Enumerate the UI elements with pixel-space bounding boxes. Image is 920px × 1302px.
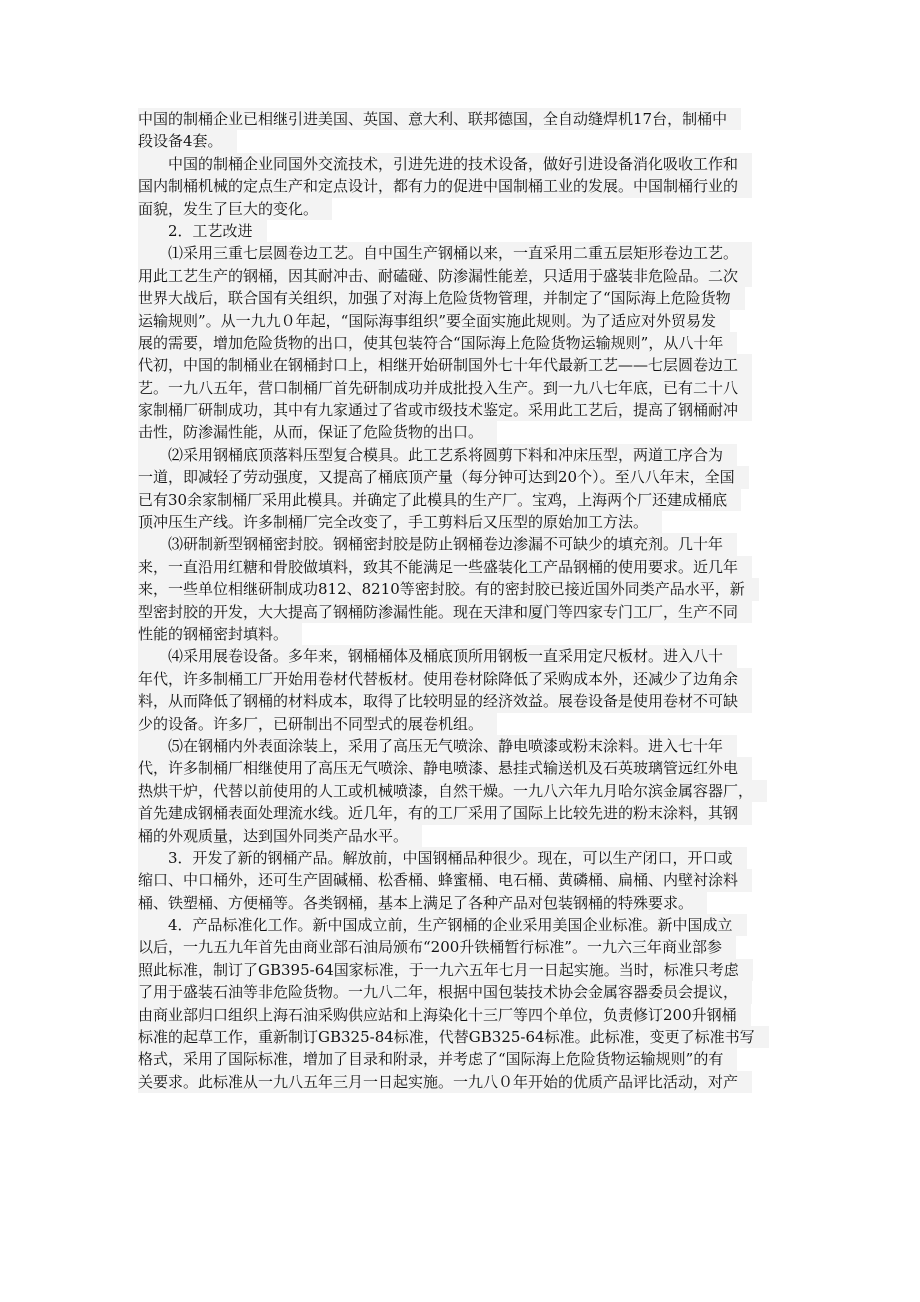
- text-line-content: ⑸在钢桶内外表面涂装上，采用了高压无气喷涂、静电喷漆或粉末涂料。进入七十年: [138, 735, 737, 757]
- text-line-content: 型密封胶的开发，大大提高了钢桶防渗漏性能。现在天津和厦门等四家专门工厂，生产不同: [138, 601, 752, 623]
- text-line: [138, 668, 798, 690]
- text-line: [138, 847, 798, 869]
- text-line: [138, 332, 798, 354]
- text-line-content: 中国的制桶企业已相继引进美国、英国、意大利、联邦德国，全自动缝焊机17台，制桶中: [138, 108, 741, 130]
- text-line: [138, 690, 798, 712]
- text-line-content: 4．产品标准化工作。新中国成立前，生产钢桶的企业采用美国企业标准。新中国成立: [138, 914, 747, 936]
- text-line: [138, 780, 798, 802]
- text-line-content: 一道，即减轻了劳动强度，又提高了桶底顶产量（每分钟可达到20个）。至八八年末，全国: [138, 466, 749, 488]
- text-line: [138, 354, 798, 376]
- text-line-content: 国内制桶机械的定点生产和定点设计，都有力的促进中国制桶工业的发展。中国制桶行业的: [138, 175, 752, 197]
- text-line: [138, 310, 798, 332]
- text-line: [138, 511, 798, 533]
- text-line: [138, 825, 798, 847]
- text-line: [138, 713, 798, 735]
- text-line-content: 由商业部归口组织上海石油采购供应站和上海染化十三厂等四个单位，负责修订200升钢桶: [138, 1004, 751, 1026]
- text-line-content: ⑵采用钢桶底顶落料压型复合模具。此工艺系将圆剪下料和冲床压型，两道工序合为: [138, 444, 737, 466]
- text-line-content: 运输规则”。从一九九０年起，“国际海事组织”要全面实施此规则。为了适应对外贸易发: [138, 310, 730, 332]
- text-line-content: 已有30余家制桶厂采用此模具。并确定了此模具的生产厂。宝鸡，上海两个厂还建成桶底: [138, 489, 741, 511]
- text-line: [138, 466, 798, 488]
- text-line: [138, 869, 798, 891]
- text-line: [138, 377, 798, 399]
- text-line: [138, 914, 798, 936]
- text-line-content: 代初，中国的制桶业在钢桶封口上，相继开始研制国外七十年代最新工艺——七层圆卷边工: [138, 354, 752, 376]
- text-line-content: ⑴采用三重七层圆卷边工艺。自中国生产钢桶以来，一直采用二重五层矩形卷边工艺。: [138, 242, 752, 264]
- text-line: [138, 242, 798, 264]
- text-line: [138, 1071, 798, 1093]
- text-line-content: 展的需要，增加危险货物的出口，使其包装符合“国际海上危险货物运输规则”，从八十年: [138, 332, 737, 354]
- text-line: [138, 153, 798, 175]
- text-line-content: 关要求。此标准从一九八五年三月一日起实施。一九八０年开始的优质产品评比活动，对产: [138, 1071, 752, 1093]
- text-line-content: 面貌，发生了巨大的变化。: [138, 198, 332, 220]
- text-line: [138, 421, 798, 443]
- text-line-content: 击性，防渗漏性能，从而，保证了危险货物的出口。: [138, 421, 497, 443]
- text-line-content: 3．开发了新的钢桶产品。解放前，中国钢桶品种很少。现在，可以生产闭口，开口或: [138, 847, 747, 869]
- text-line: [138, 130, 798, 152]
- text-line-content: 2．工艺改进: [138, 220, 267, 242]
- text-line: [138, 265, 798, 287]
- text-line-content: 艺。一九八五年，营口制桶厂首先研制成功并成批投入生产。到一九八七年底，已有二十八: [138, 377, 752, 399]
- document-body: [138, 108, 798, 1093]
- text-line: [138, 601, 798, 623]
- text-line-content: 顶冲压生产线。许多制桶厂完全改变了，手工剪料后又压型的原始加工方法。: [138, 511, 662, 533]
- text-line-content: 用此工艺生产的钢桶，因其耐冲击、耐磕碰、防渗漏性能差，只适用于盛装非危险品。二次: [138, 265, 752, 287]
- text-line: [138, 556, 798, 578]
- text-line: [138, 936, 798, 958]
- text-line: [138, 1004, 798, 1026]
- text-line-content: 世界大战后，联合国有关组织，加强了对海上危险货物管理，并制定了“国际海上危险货物: [138, 287, 745, 309]
- text-line: [138, 108, 798, 130]
- text-line-content: 来，一些单位相继研制成功812、8210等密封胶。有的密封胶已接近国外同类产品水平，新: [138, 578, 759, 600]
- text-line: [138, 802, 798, 824]
- text-line-content: 桶、铁塑桶、方便桶等。各类钢桶，基本上满足了各种产品对包装钢桶的特殊要求。: [138, 892, 707, 914]
- text-line: [138, 959, 798, 981]
- text-line: [138, 198, 798, 220]
- text-line: [138, 892, 798, 914]
- text-line-content: 年代，许多制桶工厂开始用卷材代替板材。使用卷材除降低了采购成本外，还减少了边角余: [138, 668, 752, 690]
- text-line-content: 段设备4套。: [138, 130, 237, 152]
- text-line-content: 缩口、中口桶外，还可生产固碱桶、松香桶、蜂蜜桶、电石桶、黄磷桶、扁桶、内壁衬涂料: [138, 869, 752, 891]
- text-line-content: 中国的制桶企业同国外交流技术，引进先进的技术设备，做好引进设备消化吸收工作和: [138, 153, 752, 175]
- text-line-content: 代，许多制桶厂相继使用了高压无气喷涂、静电喷漆、悬挂式输送机及石英玻璃管远红外电: [138, 757, 752, 779]
- text-line-content: 料，从而降低了钢桶的材料成本，取得了比较明显的经济效益。展卷设备是使用卷材不可缺: [138, 690, 752, 712]
- text-line-content: 首先建成钢桶表面处理流水线。近几年，有的工厂采用了国际上比较先进的粉末涂料，其钢: [138, 802, 752, 824]
- text-line-content: 格式，采用了国际标准，增加了目录和附录，并考虑了“国际海上危险货物运输规则”的有: [138, 1048, 737, 1070]
- text-line-content: 来，一直沿用红糖和骨胶做填料，致其不能满足一些盛装化工产品钢桶的使用要求。近几年: [138, 556, 752, 578]
- text-line: [138, 533, 798, 555]
- text-line: [138, 399, 798, 421]
- text-line-content: 热烘干炉，代替以前使用的人工或机械喷漆，自然干燥。一九八六年九月哈尔滨金属容器厂，: [138, 780, 767, 802]
- text-line-content: 少的设备。许多厂，已研制出不同型式的展卷机组。: [138, 713, 497, 735]
- text-line-content: 家制桶厂研制成功，其中有九家通过了省或市级技术鉴定。采用此工艺后，提高了钢桶耐冲: [138, 399, 752, 421]
- text-line-content: 性能的钢桶密封填料。: [138, 623, 302, 645]
- text-line: [138, 489, 798, 511]
- text-line-content: 照此标准，制订了GB395-64国家标准，于一九六五年七月一日起实施。当时，标准只考虑: [138, 959, 753, 981]
- text-line-content: 以后，一九五九年首先由商业部石油局颁布“200升铁桶暂行标准”。一九六三年商业部参: [138, 936, 736, 958]
- text-line: [138, 1048, 798, 1070]
- text-line: [138, 623, 798, 645]
- text-line: [138, 645, 798, 667]
- text-line-content: ⑷采用展卷设备。多年来，钢桶桶体及桶底顶所用钢板一直采用定尺板材。进入八十: [138, 645, 737, 667]
- text-line-content: 标准的起草工作，重新制订GB325-84标准，代替GB325-64标准。此标准，变更了标准书写: [138, 1026, 769, 1048]
- text-line: [138, 220, 798, 242]
- text-line: [138, 287, 798, 309]
- text-line: [138, 981, 798, 1003]
- text-line: [138, 735, 798, 757]
- text-line: [138, 1026, 798, 1048]
- text-line-content: ⑶研制新型钢桶密封胶。钢桶密封胶是防止钢桶卷边渗漏不可缺少的填充剂。几十年: [138, 533, 737, 555]
- text-line-content: 桶的外观质量，达到国外同类产品水平。: [138, 825, 422, 847]
- text-line-content: 了用于盛装石油等非危险货物。一九八二年，根据中国包装技术协会金属容器委员会提议，: [138, 981, 752, 1003]
- text-line: [138, 444, 798, 466]
- text-line: [138, 175, 798, 197]
- text-line: [138, 578, 798, 600]
- text-line: [138, 757, 798, 779]
